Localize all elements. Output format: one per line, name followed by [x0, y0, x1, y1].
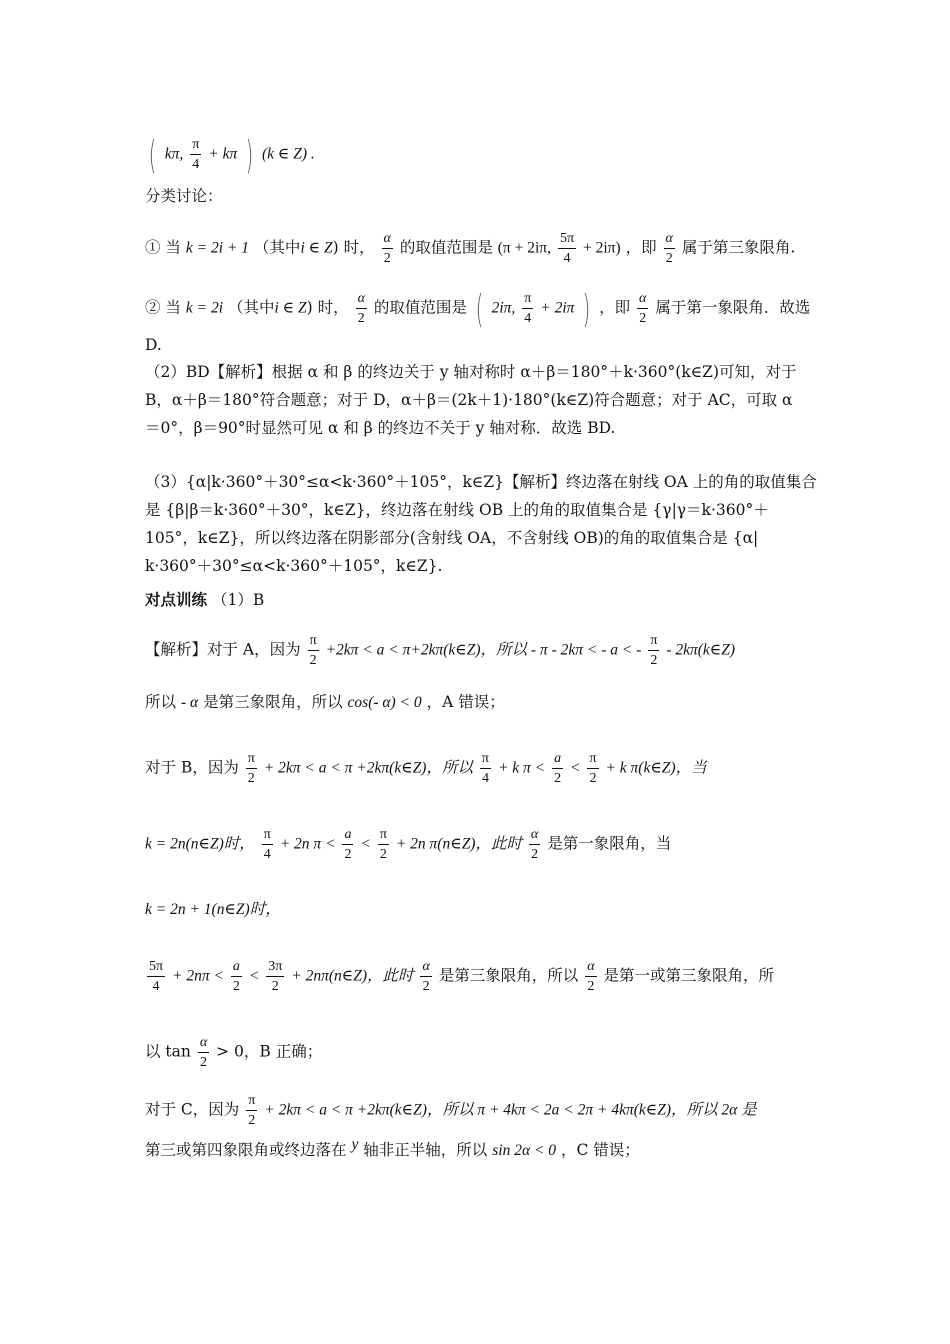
- text-line-14: 【解析】对于 A，因为 $\frac{\pi}{2}$ +2kπ < a < π+2kπ(k∈Z)，所以 - π - 2kπ < - a < - $\frac{\pi}{2}$ - 2kπ(k∈Z): [145, 633, 736, 668]
- text-line-22: 第三或第四象限角或终边落在 y 轴非正半轴，所以 sin 2α < 0 ，C 错误；: [145, 1136, 640, 1159]
- fraction: $\frac{5\pi}{4}$: [149, 959, 164, 994]
- fraction: $\frac{\pi}{2}$: [309, 633, 317, 668]
- fraction: $\frac{a}{2}$: [232, 959, 240, 994]
- fraction: $\frac{\alpha}{2}$: [530, 827, 539, 862]
- fraction: $\frac{\alpha}{2}$: [422, 959, 430, 994]
- text-line-15: 所以 - α 是第三象限角，所以 cos(- α) < 0 ，A 错误；: [145, 693, 505, 711]
- fraction: $\frac{\alpha}{2}$: [199, 1035, 208, 1070]
- fraction: $\frac{\alpha}{2}$: [665, 231, 673, 266]
- text-line-3: ① 当 k = 2i + 1 （其中i ∈ Z) 时， $\frac{\alpha}{2}$ 的取值范围是 (π + 2iπ, $\frac{5\pi}{4}$ + 2iπ) ，即 $\frac{\alpha}{2}$ 属于第三象限角.: [145, 231, 796, 266]
- right-paren: ): [245, 132, 254, 177]
- text-line-10: 是 {β|β＝k·360°＋30°，k∈Z}，终边落在射线 OB 上的角的取值集合是 {γ|γ＝k·360°＋: [145, 501, 769, 519]
- fraction: $\frac{a}{2}$: [554, 751, 562, 786]
- text-line-12: k·360°＋30°≤α<k·360°＋105°，k∈Z}.: [145, 557, 443, 575]
- text-line-21: 对于 C，因为 $\frac{\pi}{2}$ + 2kπ < a < π +2kπ(k∈Z)，所以 π + 4kπ < 2a < 2π + 4kπ(k∈Z)，所以 2α 是: [145, 1093, 757, 1128]
- text-line-17: k = 2n(n∈Z)时， $\frac{\pi}{4}$ + 2n π < $\frac{a}{2}$ < $\frac{\pi}{2}$ + 2n π(n∈Z)，此时 $\frac{\alpha}{2}$ 是第一象限角，当: [145, 827, 672, 862]
- text-line-13: 对点训练 （1）B: [145, 590, 265, 609]
- left-paren: (: [148, 132, 157, 177]
- fraction: $\frac{\pi}{2}$: [379, 827, 387, 862]
- fraction: $\frac{\pi}{4}$: [481, 751, 489, 786]
- fraction: $\frac{\pi}{2}$: [650, 633, 658, 668]
- fraction: $\frac{\alpha}{2}$: [383, 231, 391, 266]
- text-line-20: 以 tan $\frac{\alpha}{2}$ > 0，B 正确；: [145, 1035, 323, 1070]
- fraction: $\frac{\pi}{4}$: [192, 137, 200, 172]
- fraction: $\frac{\alpha}{2}$: [639, 291, 647, 326]
- text-line-8: ＝0°，β＝90°时显然可见 α 和 β 的终边不关于 y 轴对称．故选 BD.: [145, 419, 616, 437]
- text-line-19: $\frac{5\pi}{4}$ + 2nπ < $\frac{a}{2}$ < $\frac{3\pi}{2}$ + 2nπ(n∈Z)，此时 $\frac{\alpha}{2}$ 是第三象限角，所以 $\frac{\alpha}{2}$ 是第一或第三象限角，所: [149, 959, 775, 994]
- text-line-6: （2）BD【解析】根据 α 和 β 的终边关于 y 轴对称时 α＋β＝180°＋k·360°(k∈Z)可知，对于: [145, 363, 797, 381]
- text-line-16: 对于 B，因为 $\frac{\pi}{2}$ + 2kπ < a < π +2kπ(k∈Z)，所以 $\frac{\pi}{4}$ + k π < $\frac{a}{2}$ < $\frac{\pi}{2}$ + k π(k∈Z)，当: [145, 751, 707, 786]
- fraction: $\frac{\alpha}{2}$: [587, 959, 595, 994]
- fraction: $\frac{3\pi}{2}$: [268, 959, 283, 994]
- fraction: $\frac{a}{2}$: [344, 827, 352, 862]
- math-line-1: ( kπ, $\frac{\pi}{4}$ + kπ ) (k ∈ Z) .: [148, 132, 315, 177]
- text-line-7: B，α＋β＝180°符合题意；对于 D，α＋β＝(2k＋1)·180°(k∈Z)符合题意；对于 AC，可取 α: [145, 391, 793, 409]
- text-line-5: D.: [145, 336, 162, 354]
- text-line-2: 分类讨论：: [145, 187, 223, 205]
- text-line-18: k = 2n + 1(n∈Z)时，: [145, 901, 281, 918]
- text-line-9: （3）{α|k·360°＋30°≤α<k·360°＋105°，k∈Z}【解析】终边落在射线 OA 上的角的取值集合: [145, 473, 817, 491]
- fraction: $\frac{\pi}{4}$: [263, 827, 271, 862]
- fraction: $\frac{5\pi}{4}$: [559, 231, 575, 266]
- fraction: $\frac{\pi}{2}$: [248, 1093, 256, 1128]
- section-heading: 对点训练: [145, 590, 208, 609]
- fraction: $\frac{\pi}{2}$: [247, 751, 255, 786]
- fraction: $\frac{\pi}{4}$: [524, 291, 532, 326]
- fraction: $\frac{\pi}{2}$: [589, 751, 597, 786]
- fraction: $\frac{\alpha}{2}$: [357, 291, 365, 326]
- text-line-11: 105°，k∈Z}，所以终边落在阴影部分(含射线 OA，不含射线 OB)的角的取值集合是 {α|: [145, 529, 759, 547]
- text-line-4: ② 当 k = 2i （其中i ∈ Z) 时， $\frac{\alpha}{2}$ 的取值范围是 ( 2iπ, $\frac{\pi}{4}$ + 2iπ ) ，即 $\frac{\alpha}{2}$ 属于第一象限角．故选: [145, 286, 811, 331]
